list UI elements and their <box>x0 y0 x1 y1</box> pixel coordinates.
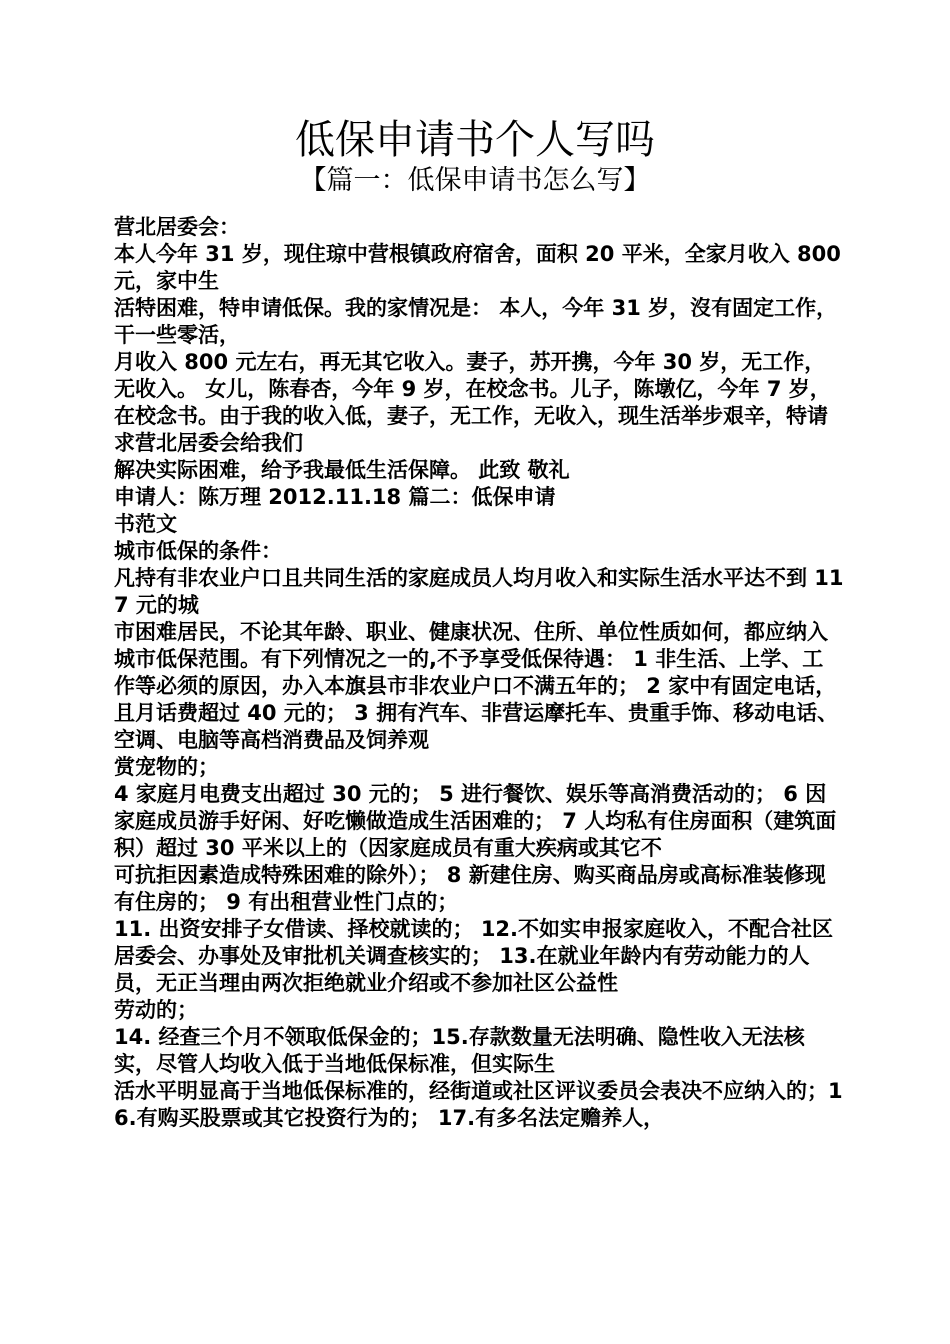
paragraph: 14. 经查三个月不领取低保金的；15.存款数量无法明确、隐性收入无法核实，尽管人均收入低于当地低保标准，但实际生 <box>114 1025 805 1076</box>
paragraph: 本人今年 31 岁，现住琼中营根镇政府宿舍，面积 20 平米，全家月收入 800 元，家中生 <box>114 242 841 293</box>
paragraph: 凡持有非农业户口且共同生活的家庭成员人均月收入和实际生活水平达不到 117 元的城 <box>114 566 844 617</box>
paragraph: 11. 出资安排子女借读、择校就读的； 12.不如实申报家庭收入，不配合社区居委会、办事处及审批机关调查核实的； 13.在就业年龄内有劳动能力的人员，无正当理由两次拒绝就业介绍或不参加社区公益性 <box>114 917 834 995</box>
paragraph: 活特困难，特申请低保。我的家情况是： 本人，今年 31 岁，沒有固定工作，干一些零活， <box>114 296 838 347</box>
paragraph: 可抗拒因素造成特殊困难的除外）； 8 新建住房、购买商品房或高标准装修现有住房的； 9 有出租营业性门点的； <box>114 863 826 914</box>
paragraph: 赏宠物的； <box>114 755 219 779</box>
paragraph: 城市低保的条件： <box>114 539 282 563</box>
document-subtitle: 【篇一：低保申请书怎么写】 <box>299 165 651 196</box>
paragraph: 申请人：陈万理 2012.11.18 篇二：低保申请 <box>114 485 556 509</box>
paragraph: 活水平明显高于当地低保标准的，经街道或社区评议委员会表决不应纳入的；16.有购买股票或其它投资行为的； 17.有多名法定赡养人， <box>114 1079 843 1130</box>
paragraph: 营北居委会： <box>114 215 240 239</box>
paragraph: 4 家庭月电费支出超过 30 元的； 5 进行餐饮、娱乐等高消费活动的； 6 因家庭成员游手好闲、好吃懒做造成生活困难的； 7 人均私有住房面积（建筑面积）超过 30 平米以上的（因家庭成员有重大疾病或其它不 <box>114 782 837 860</box>
paragraph: 劳动的； <box>114 998 198 1022</box>
paragraph: 月收入 800 元左右，再无其它收入。妻子，苏开携，今年 30 岁，无工作，无收入。 女儿，陈春杏，今年 9 岁，在校念书。儿子，陈墩亿，今年 7 岁，在校念书。由于我的收入低，妻子，无工作，无收入，现生活举步艰辛，特请求营北居委会给我们 <box>114 350 831 455</box>
document-title: 低保申请书个人写吗 <box>295 117 655 163</box>
paragraph: 市困难居民，不论其年龄、职业、健康状况、住所、单位性质如何，都应纳入城市低保范围。有下列情况之一的,不予享受低保待遇： 1 非生活、上学、工作等必须的原因，办入本旗县市非农业户口不满五年的； 2 家中有固定电话，且月话费超过 40 元的； 3 拥有汽车、非营运摩托车、贵重手饰、移动电话、空调、电脑等高档消费品及饲养观 <box>114 620 839 752</box>
paragraph: 解决实际困难，给予我最低生活保障。 此致 敬礼 <box>114 458 570 482</box>
document-body <box>114 214 844 1132</box>
paragraph: 书范文 <box>114 512 177 536</box>
